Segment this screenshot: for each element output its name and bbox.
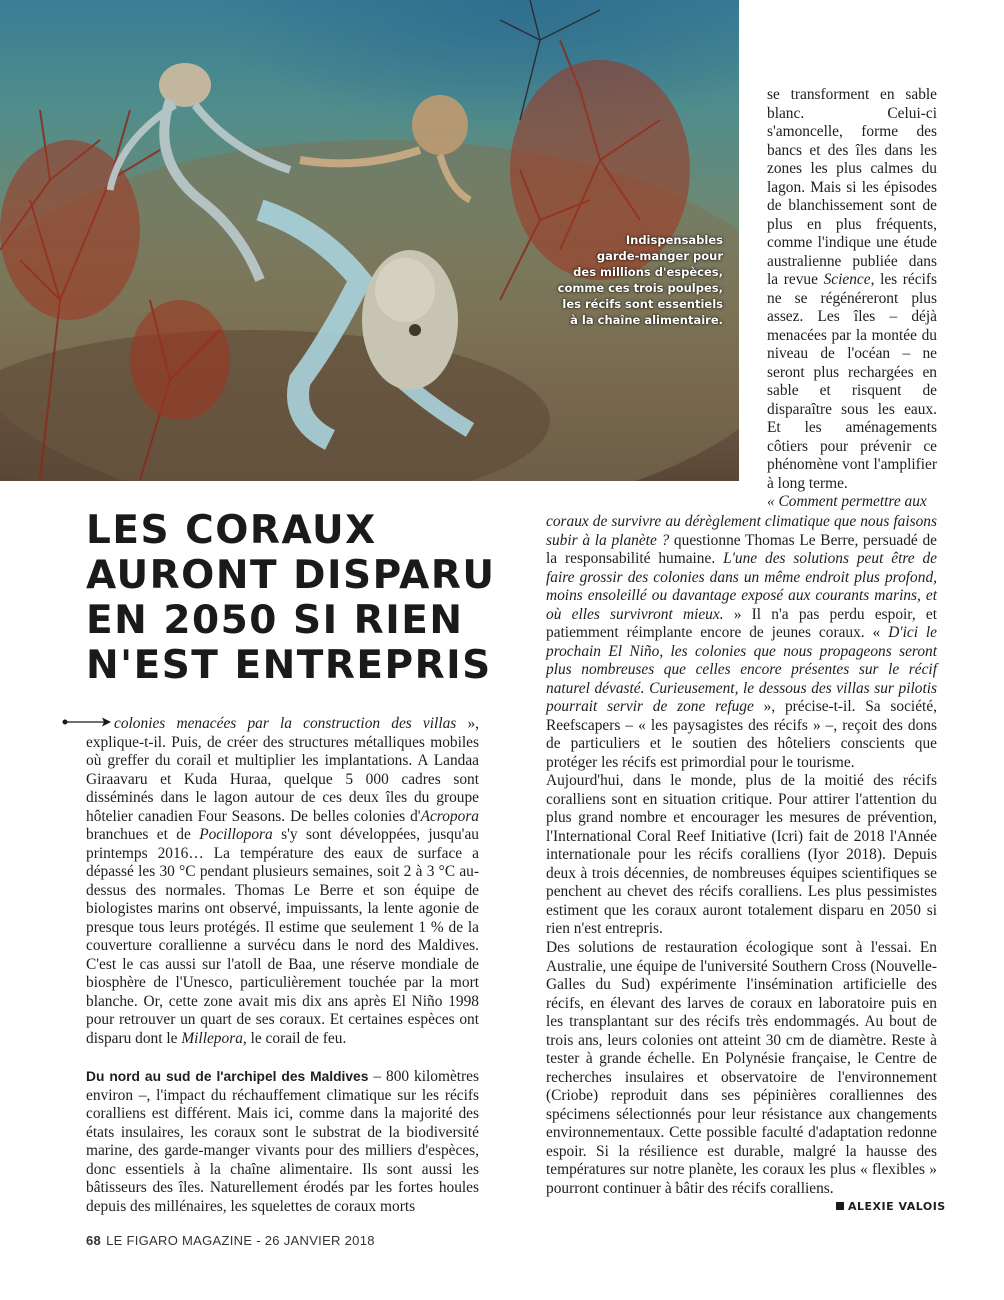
quote-run: D'ici le prochain El Niño, les colonies que nous propageons seront plus nombreuses que celles encore présentes sur le récif naturel dévasté. Curieusement, le dessous des villas sur pilotis pourrait servir de zone refuge	[546, 624, 938, 715]
quote-run: L'une des solutions peut être de faire grossir des colonies dans un même endroit plus profond, moins ensoleillé ou davantage exposé aux courants marins, et où elles survivront mieux.	[546, 550, 937, 623]
text-run: questionne Thomas Le Berre, persuadé de la responsabilité humaine.	[546, 531, 937, 567]
text-run: , les récifs ne se régénéreront plus assez. Les îles – déjà menacées par la montée du niveau de l'océan – ne seront plus rechargées en sable et risquent de disparaître sous les eaux. Et les aménagements côtiers pour prévenir ce phénomène vont l'amplifier à long terme.	[767, 271, 937, 492]
text-run: se transforment en sable blanc. Celui-ci s'amoncelle, forme des bancs et des îles dans les zones les plus calmes du lagon. Mais si les épisodes de blanchissement sont de plus en plus fréquents, comme l'indique une étude australienne publiée dans la revue	[767, 86, 937, 288]
quote-run: coraux de survivre au dérèglement climatique que nous faisons subir à la planète ?	[546, 513, 937, 549]
left-paragraph-1	[86, 715, 479, 1048]
caption-line: Indispensables	[625, 233, 723, 247]
text-run: , le corail de feu.	[242, 1029, 347, 1047]
text-run: », explique-t-il. Puis, de créer des structures métalliques mobiles où greffer du corail et multiplier les implantations. A Landaa Giraavaru et Kuda Huraa, quelque 5 000 cadres sont disséminés dans le lagon autour de ces deux îles du groupe hôtelier canadien Four Seasons. De belles colonies d'	[86, 715, 479, 825]
italic-run: Pocillopora	[199, 826, 273, 843]
italic-run: Science	[823, 271, 871, 288]
right-paragraph-1	[546, 513, 937, 772]
quote-run: « Comment permettre aux	[767, 493, 927, 510]
lead-in: Du nord au sud de l'archipel des Maldives	[86, 1069, 369, 1084]
italic-run: Acropora	[420, 807, 479, 825]
caption-line: à la chaîne alimentaire.	[570, 313, 723, 327]
caption-line: des millions d'espèces,	[573, 265, 723, 279]
caption-line: garde-manger pour	[596, 249, 723, 263]
text-run: » Il n'a pas perdu espoir, et patiemment réimplante encore de jeunes coraux. «	[546, 605, 937, 641]
caption-line: les récifs sont essentiels	[562, 297, 723, 311]
text-run: branchues et de	[86, 826, 200, 843]
caption-line: comme ces trois poulpes,	[557, 281, 723, 295]
italic-run: colonies menacées par la construction des villas	[114, 715, 457, 732]
page-number: 68	[86, 1233, 102, 1248]
text-run: s'y sont développées, jusqu'au printemps 2016… La température des eaux de surface a dépassé les 30 °C pendant plusieurs semaines, soit 2 à 3 °C au-dessus des normales. Thomas Le Berre et son équipe de biologistes marins ont observé, impuissants, la lente agonie de presque tous leurs protégés. Il estime que seulement 1 % de la couverture corallienne a survécu dans le nord des Maldives. C'est le cas aussi sur l'atoll de Baa, une réserve mondiale de biosphère de l'Unesco, particulièrement touchée par la mort blanche. Or, cette zone avait mis dix ans après El Niño 1998 pour retrouver un quart de ses coraux. Et certaines espèces ont disparu dont le	[86, 826, 479, 1047]
right-paragraph-2: Aujourd'hui, dans le monde, plus de la moitié des récifs coralliens sont en situation critique. Pour attirer l'attention du plus grand nombre et encourager les mesures de prévention, l'International Coral Reef Initiative (Icri) fait de 2018 l'Année internationale pour les récifs coralliens (Iyor 2018). Depuis deux à trois décennies, de nombreuses équipes scientifiques se penchent au chevet des récifs coralliens. Les plus pessimistes estiment que les coraux auront totalement disparu en 2050 si rien n'est entrepris.	[546, 772, 937, 937]
page-footer	[86, 1233, 375, 1248]
headline: LES CORAUX AURONT DISPARU EN 2050 SI RIEN N'EST ENTREPRIS	[86, 508, 496, 688]
photo-caption	[533, 232, 723, 328]
right-top-paragraph	[767, 86, 937, 512]
author-name: ALEXIE VALOIS	[848, 1200, 946, 1213]
author-signature	[836, 1200, 946, 1213]
right-paragraph-3: Des solutions de restauration écologique sont à l'essai. En Australie, une équipe de l'université Southern Cross (Nouvelle-Galles du Sud) expérimente l'insémination artificielle des récifs, en élevant des larves de coraux en laboratoire puis en les transplantant sur des récifs très endommagés. Au bout de trois ans, leurs colonies ont atteint 30 cm de diamètre. Reste à tester à grande échelle. En Polynésie française, le Centre de recherches insulaires et observatoire de l'environnement (Criobe) reproduit dans ses pépinières coralliennes des spécimens sélectionnés pour leur résistance aux changements environnementaux. Cette possible faculté d'adaptation redonne espoir. Si la résilience est durable, malgré la hausse des températures sur notre planète, les coraux les plus « flexibles » pourront continuer à bâtir des récifs coralliens.	[546, 939, 937, 1197]
text-run: – 800 kilomètres environ –, l'impact du réchauffement climatique sur les récifs coralliens est différent. Mais ici, comme dans la majorité des états insulaires, les coraux sont le substrat de la biodiversité marine, des garde-manger vivants pour des milliers d'espèces, donc essentiels à la chaîne alimentaire. Ils sont aussi les bâtisseurs des îles. Naturellement érodés par les fortes houles depuis des millénaires, les squelettes de coraux morts	[86, 1068, 480, 1215]
octopus-reef-photo	[0, 0, 739, 481]
text-run: », précise-t-il. Sa société, Reefscapers – « les paysagistes des récifs » –, reçoit des dons de particuliers et le soutien des hôteliers conscients que protéger les récifs est primordial pour le tourisme.	[546, 698, 937, 771]
left-paragraph-2	[86, 1068, 479, 1216]
square-bullet-icon	[836, 1202, 844, 1210]
publication-line: LE FIGARO MAGAZINE - 26 JANVIER 2018	[106, 1233, 375, 1248]
italic-run: Millepora	[181, 1029, 243, 1047]
